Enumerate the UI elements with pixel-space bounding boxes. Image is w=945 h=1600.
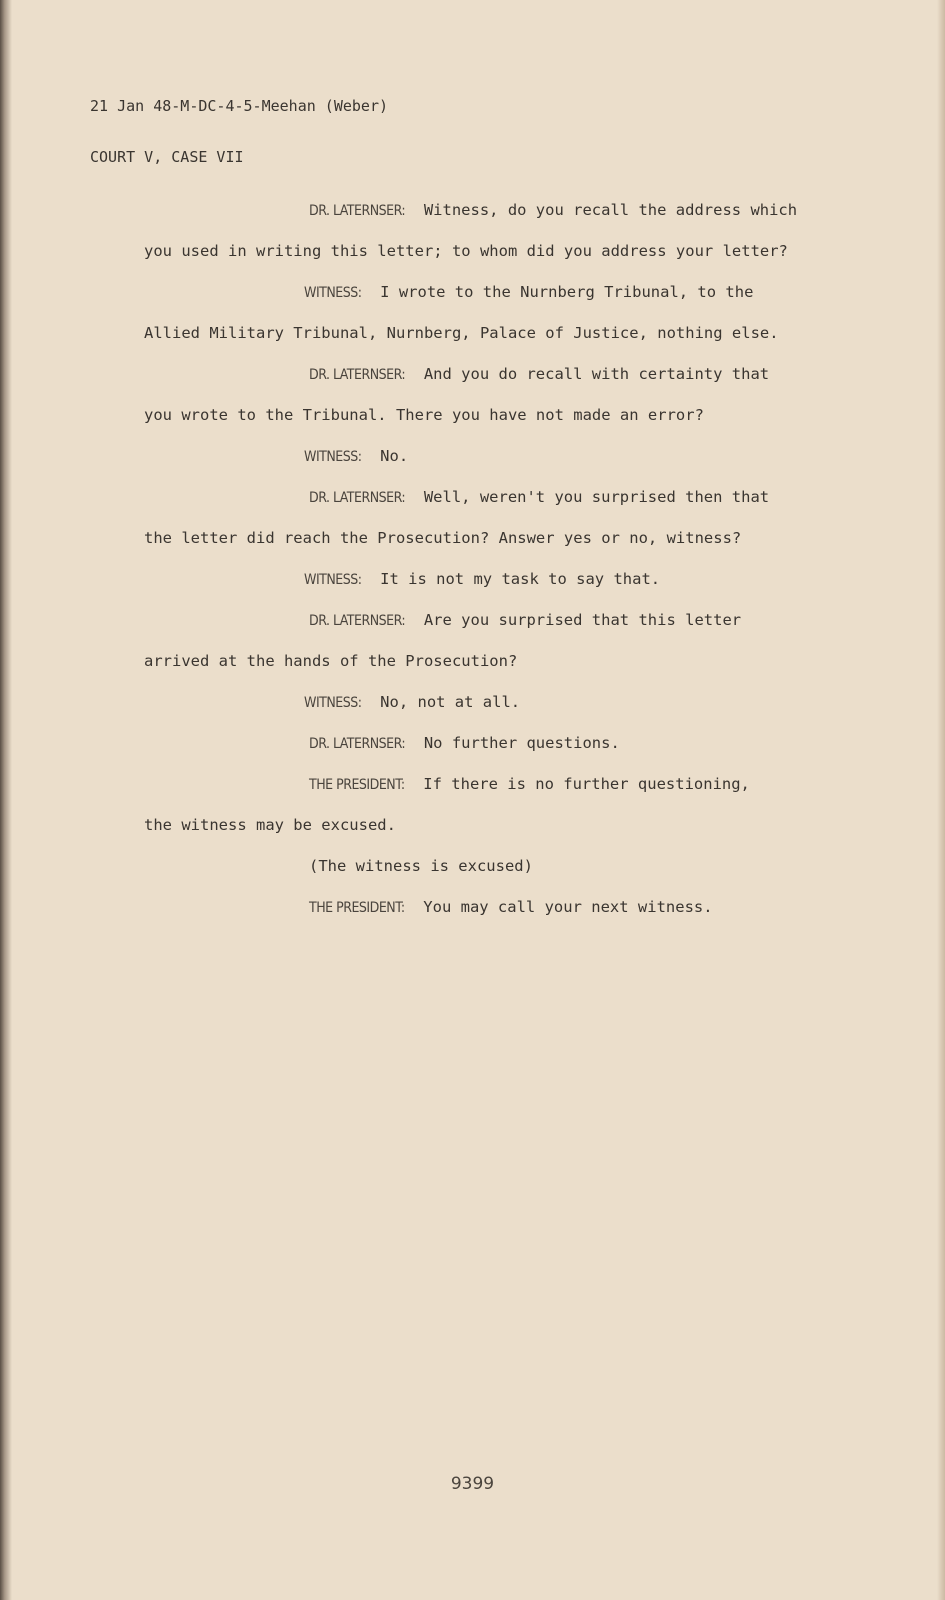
speech-text: No further questions. [423, 734, 620, 752]
speech-text: you wrote to the Tribunal. There you have not made an error? [144, 406, 704, 424]
speech-text: Witness, do you recall the address which [423, 201, 798, 219]
speaker-label: WITNESS: [304, 449, 362, 465]
speaker-label: THE PRESIDENT: [309, 777, 405, 793]
speech-text: Are you surprised that this letter [423, 611, 742, 629]
speech-text: No, not at all. [380, 693, 521, 711]
speech-text: No. [380, 447, 409, 465]
speaker-label: THE PRESIDENT: [309, 900, 405, 916]
page-right-edge [937, 0, 945, 1600]
header-line-2: COURT V, CASE VII [90, 148, 244, 166]
speech-text: And you do recall with certainty that [423, 365, 770, 383]
speaker-label: DR. LATERNSER: [309, 613, 406, 629]
header-line-1: 21 Jan 48-M-DC-4-5-Meehan (Weber) [90, 97, 389, 115]
speaker-label: DR. LATERNSER: [309, 367, 406, 383]
speech-text: Well, weren't you surprised then that [423, 488, 770, 506]
speaker-label: DR. LATERNSER: [309, 203, 406, 219]
speech-text: Allied Military Tribunal, Nurnberg, Palace of Justice, nothing else. [144, 324, 779, 342]
speech-text: the letter did reach the Prosecution? Answer yes or no, witness? [144, 529, 742, 547]
speech-text: It is not my task to say that. [380, 570, 661, 588]
speaker-label: WITNESS: [304, 695, 362, 711]
speech-text: the witness may be excused. [144, 816, 396, 834]
speaker-label: DR. LATERNSER: [309, 736, 406, 752]
speech-text: If there is no further questioning, [423, 775, 750, 793]
speech-text: (The witness is excused) [309, 857, 533, 875]
speech-text: I wrote to the Nurnberg Tribunal, to the [380, 283, 754, 301]
page-left-edge [0, 0, 12, 1600]
page-number: 9399 [450, 1474, 495, 1494]
speaker-label: DR. LATERNSER: [309, 490, 406, 506]
speech-text: You may call your next witness. [423, 898, 713, 916]
transcript-line [253, 877, 713, 938]
speaker-label: WITNESS: [304, 572, 362, 588]
speech-text: arrived at the hands of the Prosecution? [144, 652, 518, 670]
speaker-label: WITNESS: [304, 285, 362, 301]
speech-text: you used in writing this letter; to whom did you address your letter? [144, 242, 788, 260]
